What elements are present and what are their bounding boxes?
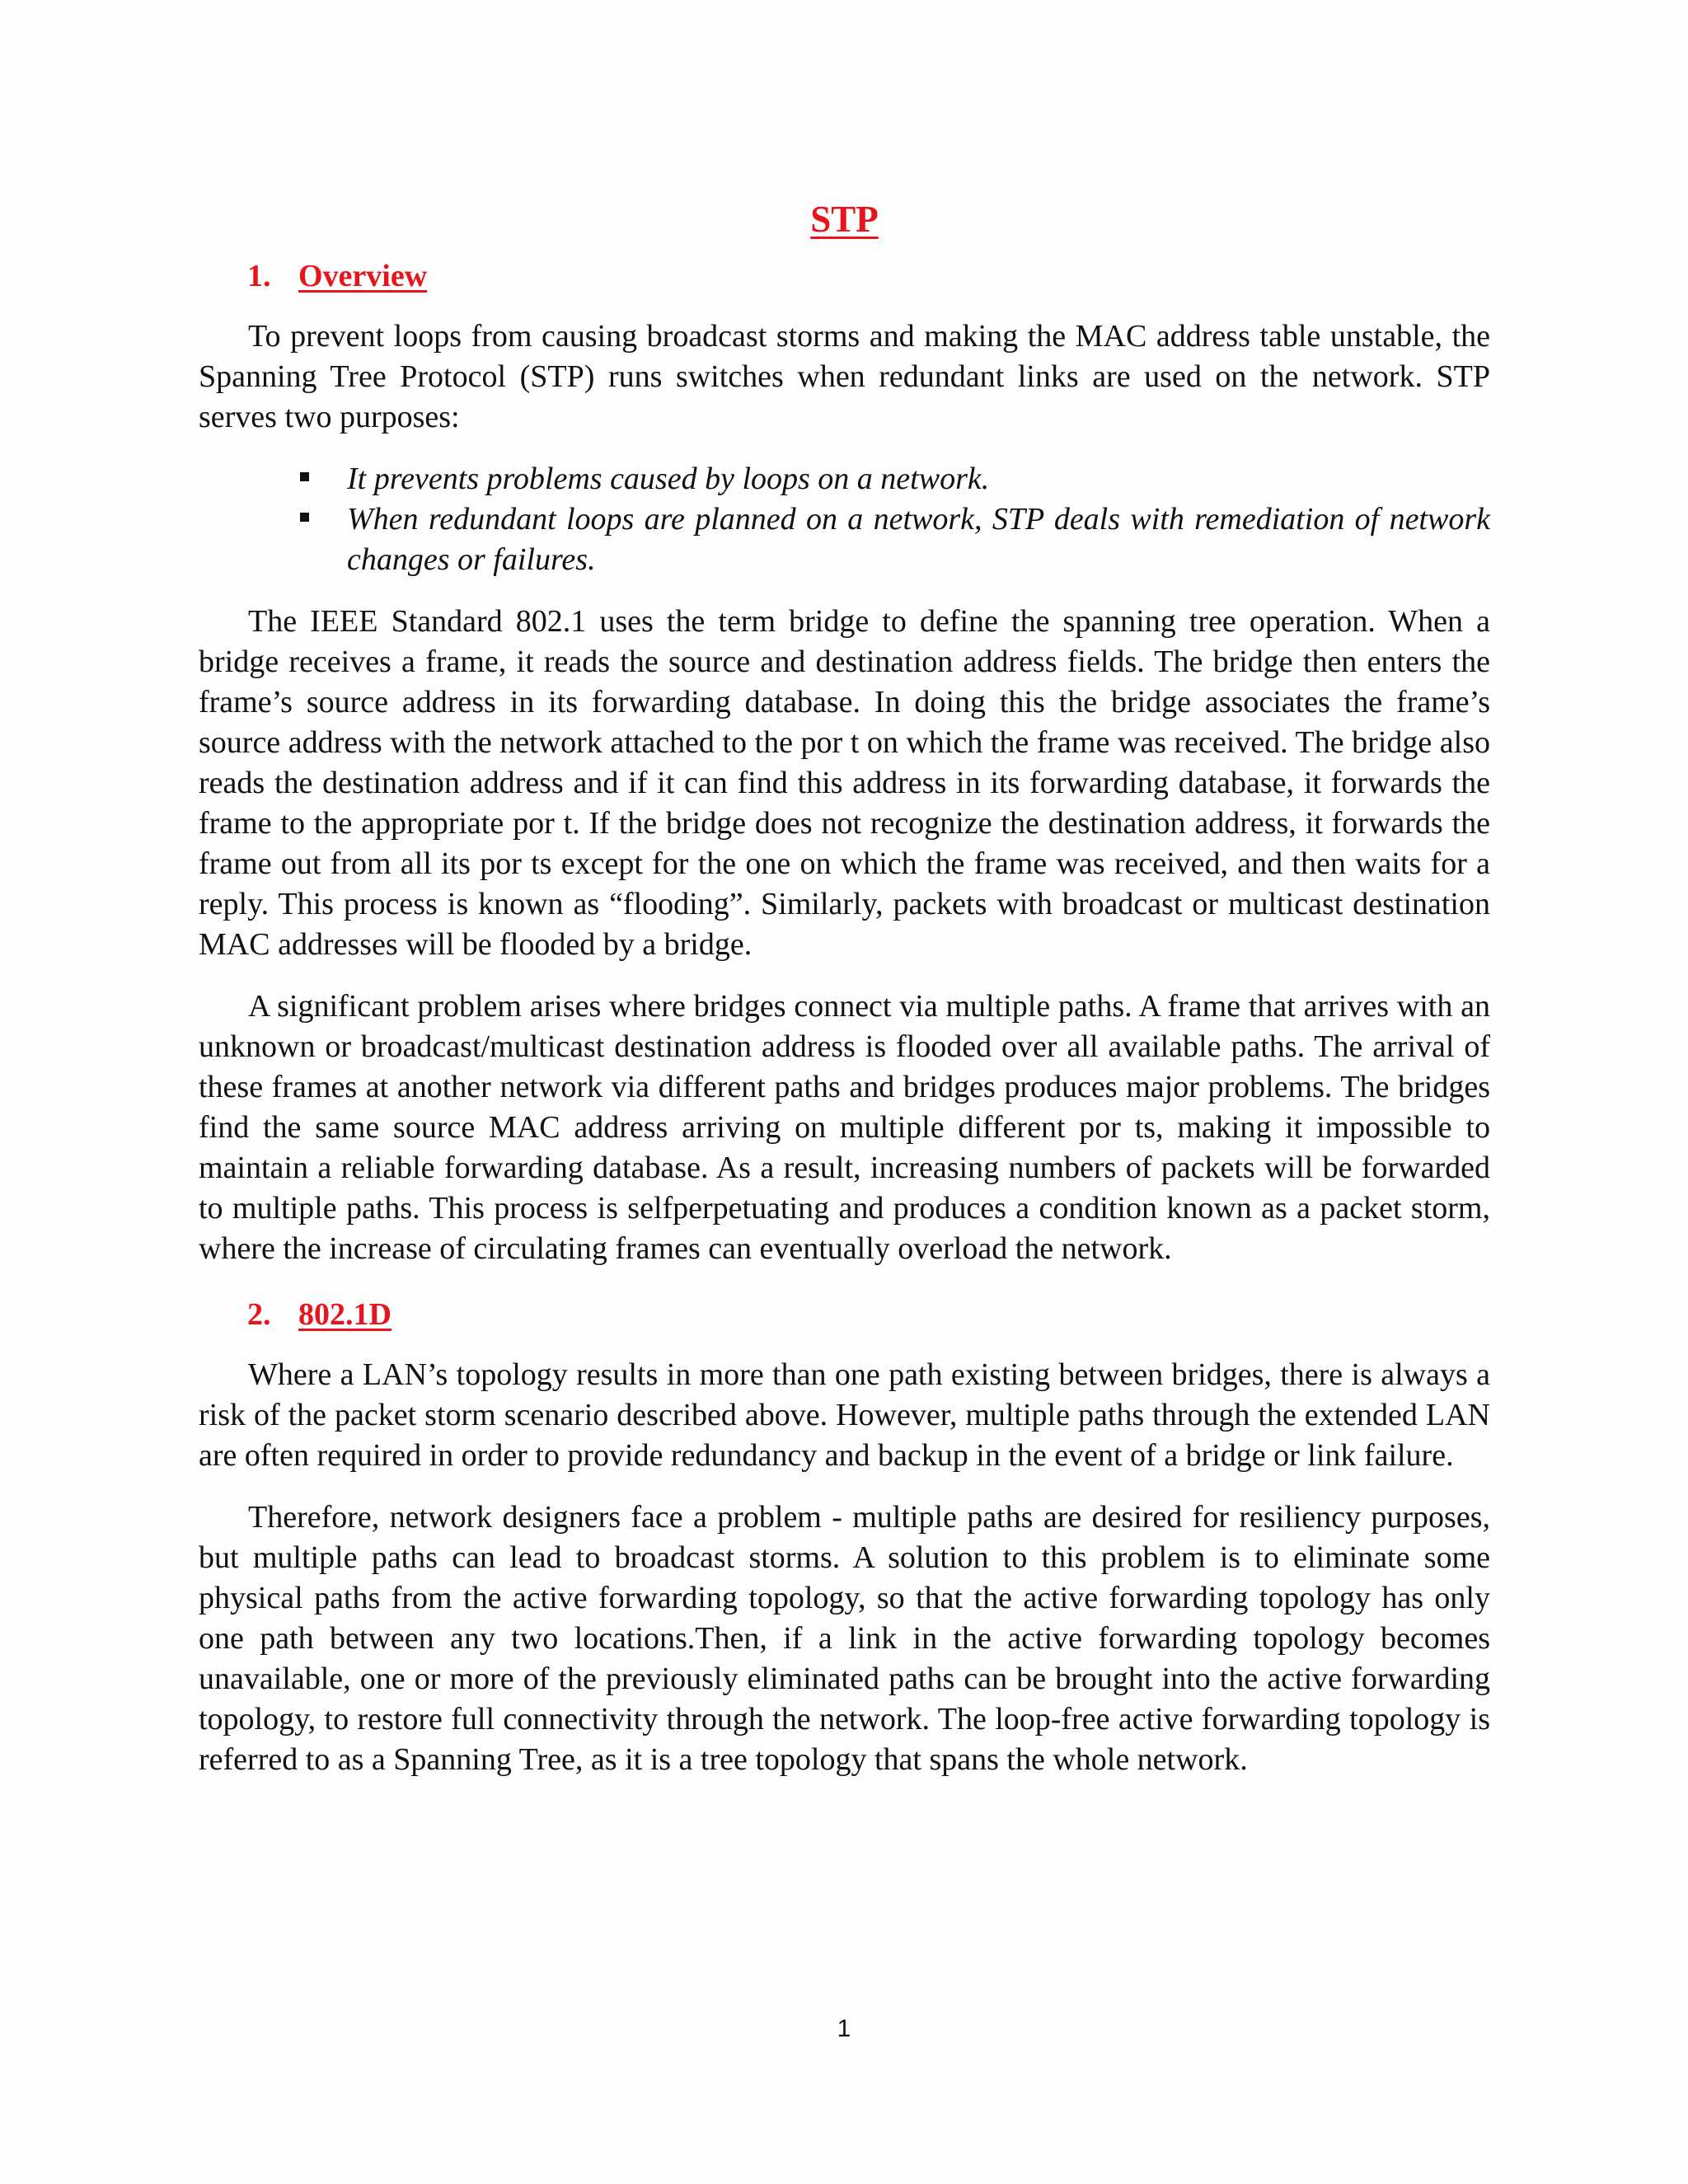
page-title: STP (810, 199, 879, 240)
bullet-item (347, 459, 1490, 499)
square-bullet-icon (300, 513, 309, 522)
square-bullet-icon (300, 472, 309, 481)
section-number: 2. (247, 1297, 271, 1332)
section-title: Overview (298, 259, 428, 293)
section-number: 1. (247, 259, 271, 293)
paragraph: A significant problem arises where bridges connect via multiple paths. A frame that arrives with an unknown or broadcast/multicast destination address is flooded over all available paths. The arrival of these frames at another network via different paths and bridges produces major problems. The bridges find the same source MAC address arriving on multiple different por ts, making it impossible to maintain a reliable forwarding database. As a result, increasing numbers of packets will be forwarded to multiple paths. This process is selfperpetuating and produces a condition known as a packet storm, where the increase of circulating frames can eventually overload the network. (199, 989, 1490, 1266)
bullet-text: It prevents problems caused by loops on a network. (347, 462, 990, 496)
section-heading-802-1d (247, 1291, 1490, 1338)
section-heading-overview (247, 252, 1490, 300)
paragraph: Therefore, network designers face a problem - multiple paths are desired for resiliency purposes, but multiple paths can lead to broadcast storms. A solution to this problem is to eliminate some physical paths from the active forwarding topology, so that the active forwarding topology has only one path between any two locations.Then, if a link in the active forwarding topology becomes unavailable, one or more of the previously eliminated paths can be brought into the active forwarding topology, to restore full connectivity through the network. The loop-free active forwarding topology is referred to as a Spanning Tree, as it is a tree topology that spans the whole network. (199, 1500, 1490, 1777)
bullet-text: When redundant loops are planned on a network, STP deals with remediation of network changes or failures. (347, 502, 1490, 577)
page-content (199, 194, 1490, 1802)
paragraph: Where a LAN’s topology results in more than one path existing between bridges, there is always a risk of the packet storm scenario described above. However, multiple paths through the extended LAN are often required in order to provide redundancy and backup in the event of a bridge or link failure. (199, 1357, 1490, 1473)
page-number: 1 (837, 2015, 851, 2042)
section-title: 802.1D (298, 1297, 392, 1332)
bullet-list (199, 459, 1490, 580)
bullet-item (347, 499, 1490, 580)
paragraph: To prevent loops from causing broadcast storms and making the MAC address table unstable, the Spanning Tree Protocol (STP) runs switches when redundant links are used on the network. STP serves two purposes: (199, 319, 1490, 434)
paragraph: The IEEE Standard 802.1 uses the term bridge to define the spanning tree operation. When a bridge receives a frame, it reads the source and destination address fields. The bridge then enters the frame’s source address in its forwarding database. In doing this the bridge associates the frame’s source address with the network attached to the por t on which the frame was received. The bridge also reads the destination address and if it can find this address in its forwarding database, it forwards the frame to the appropriate por t. If the bridge does not recognize the destination address, it forwards the frame out from all its por ts except for the one on which the frame was received, and then waits for a reply. This process is known as “flooding”. Similarly, packets with broadcast or multicast destination MAC addresses will be flooded by a bridge. (199, 604, 1490, 962)
